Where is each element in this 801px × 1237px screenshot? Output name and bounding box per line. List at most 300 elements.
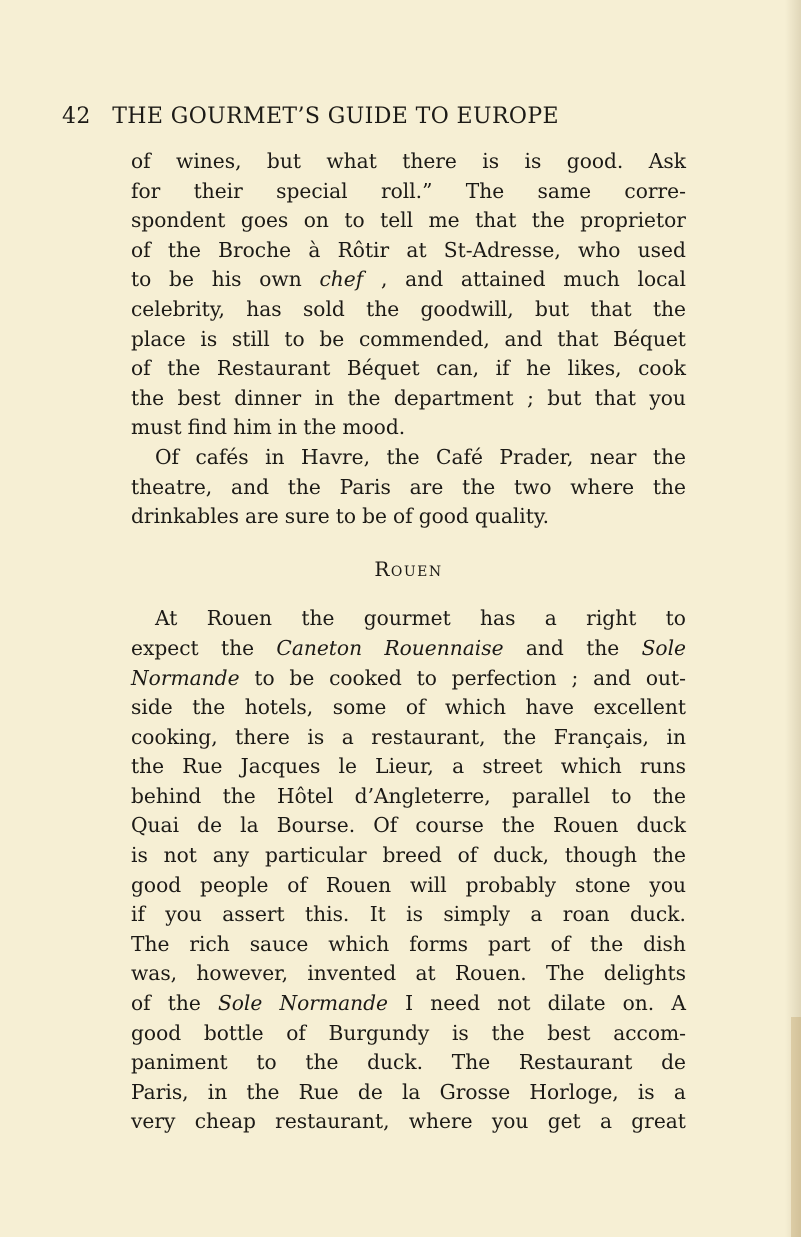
word: a [530, 902, 543, 927]
word: department [393, 385, 514, 410]
word: probably [465, 872, 557, 897]
word: gourmet [363, 606, 451, 631]
word: of [457, 843, 478, 868]
word: Bourse. [276, 813, 356, 838]
word: is [637, 1079, 655, 1104]
word: what [326, 149, 377, 173]
word: that [557, 326, 599, 351]
word: and [504, 326, 543, 351]
word: on. [622, 991, 655, 1016]
word: but [535, 296, 570, 321]
word: the [386, 444, 420, 469]
word: the [131, 385, 165, 410]
word: wines, [176, 149, 242, 173]
running-header [62, 104, 682, 129]
word: restaurant, [275, 1109, 390, 1134]
word: much [563, 267, 620, 292]
word: good [418, 504, 469, 529]
word: a [544, 606, 557, 631]
word: Sole [641, 635, 686, 660]
word: goodwill, [420, 296, 514, 321]
word: the [503, 724, 537, 749]
word: Burgundy [328, 1020, 430, 1045]
word: to [344, 208, 365, 233]
word: same [537, 178, 592, 203]
word: at [415, 961, 436, 986]
word: though [564, 843, 638, 868]
word: in [265, 444, 285, 469]
word: that [590, 296, 632, 321]
word: the [652, 474, 686, 499]
word: le [338, 754, 357, 779]
word: Hôtel [277, 783, 334, 808]
word: rich [189, 931, 230, 956]
word: place [131, 326, 186, 351]
word: St-Adresse, [443, 237, 561, 262]
word: the [491, 1020, 525, 1045]
text-line [131, 1107, 686, 1137]
word: behind [131, 783, 202, 808]
word: Jacques [240, 754, 321, 779]
word: side [131, 695, 173, 720]
word: is [451, 1020, 469, 1045]
word: Rue [182, 754, 223, 779]
page-stain [791, 1017, 801, 1237]
word: cooking, [131, 724, 218, 749]
word: good. [566, 149, 624, 173]
word: to [284, 326, 305, 351]
word: goes [240, 208, 289, 233]
word: is [406, 902, 423, 927]
text-line [131, 930, 686, 960]
word: has [246, 296, 282, 321]
word: at [406, 237, 427, 262]
word: be [362, 504, 387, 529]
word: that [594, 385, 636, 410]
word: sure [284, 504, 330, 529]
word: and [525, 635, 564, 660]
text-line [131, 959, 686, 989]
word: à [308, 237, 321, 262]
word: still [231, 326, 270, 351]
word: breed [382, 843, 442, 868]
word: Of [373, 813, 398, 838]
word: can, [436, 356, 480, 381]
word: you [165, 902, 202, 927]
word: theatre, [131, 474, 213, 499]
text-line [131, 1048, 686, 1078]
word: perfection [451, 665, 557, 690]
word: duck. [629, 902, 686, 927]
word: great [631, 1109, 686, 1134]
text-line [131, 177, 686, 207]
word: very [131, 1109, 176, 1134]
word: Rôtir [337, 237, 390, 262]
word: is [131, 843, 148, 868]
word: paniment [131, 1050, 228, 1075]
word: you [491, 1109, 529, 1134]
word: two [513, 474, 552, 499]
word: the [347, 385, 381, 410]
word: which [328, 931, 390, 956]
page-number: 42 [62, 104, 91, 129]
text-line [131, 295, 686, 325]
word: la [401, 1079, 421, 1104]
word: hotels, [244, 695, 314, 720]
word: was, [131, 961, 178, 986]
word: invented [307, 961, 397, 986]
word: accom- [613, 1020, 686, 1045]
word: A [671, 991, 686, 1016]
word: The [546, 961, 585, 986]
word: and [231, 474, 269, 499]
word: is [482, 149, 500, 173]
word: to [416, 665, 437, 690]
word: the [222, 783, 256, 808]
word: near [589, 444, 637, 469]
word: are [409, 474, 444, 499]
word: local [637, 267, 686, 292]
word: Grosse [439, 1079, 511, 1104]
word: Caneton [276, 635, 363, 660]
word: you [649, 385, 686, 410]
word: need [430, 991, 481, 1016]
word: a [452, 754, 465, 779]
text-line [131, 1078, 686, 1108]
word: be [169, 267, 194, 292]
word: course [415, 813, 484, 838]
word: Ask [648, 149, 686, 173]
word: de [197, 813, 223, 838]
word: in [207, 1079, 228, 1104]
text-line [131, 354, 686, 384]
word: but [266, 149, 301, 173]
word: own [259, 267, 302, 292]
word: proprietor [580, 208, 686, 233]
word: which [560, 754, 622, 779]
word: de [661, 1050, 686, 1075]
word: dish [643, 931, 686, 956]
text-line [131, 206, 686, 236]
word: At [155, 606, 178, 631]
text-line [131, 604, 686, 634]
word: where [408, 1109, 473, 1134]
word: celebrity, [131, 296, 225, 321]
word: have [525, 695, 574, 720]
word: Normande [131, 665, 240, 690]
word: restaurant, [371, 724, 486, 749]
word: right [586, 606, 637, 631]
word: the [131, 754, 165, 779]
word: there [402, 149, 457, 173]
word: must [131, 415, 182, 440]
word: Béquet [613, 326, 686, 351]
text-line [131, 664, 686, 694]
word: Prader, [499, 444, 574, 469]
word: Quai [131, 813, 180, 838]
word: to [665, 606, 686, 631]
word: Horloge, [529, 1079, 619, 1104]
word: duck [636, 813, 686, 838]
word: Café [436, 444, 483, 469]
word: The [465, 178, 505, 203]
text-line [131, 723, 686, 753]
word: out- [645, 665, 686, 690]
word: and [593, 665, 632, 690]
text-line [131, 900, 686, 930]
word: if [495, 356, 510, 381]
word: to [131, 267, 152, 292]
word: special [276, 178, 348, 203]
word: there [235, 724, 290, 749]
word: the [531, 208, 565, 233]
word: of [287, 872, 307, 897]
word: is [307, 724, 325, 749]
word: where [570, 474, 635, 499]
word: is [200, 326, 218, 351]
text-line [131, 325, 686, 355]
body-text [131, 147, 686, 1137]
word: this. [305, 902, 350, 927]
word: Broche [218, 237, 292, 262]
word: duck, [493, 843, 549, 868]
word: cheap [194, 1109, 256, 1134]
word: the [501, 813, 535, 838]
word: Restaurant [518, 1050, 633, 1075]
text-line [131, 871, 686, 901]
word: and [405, 267, 444, 292]
word: likes, [567, 356, 622, 381]
word: be [289, 665, 315, 690]
word: good [131, 1020, 182, 1045]
word: street [482, 754, 543, 779]
word: of [131, 237, 151, 262]
text-line [131, 473, 686, 503]
word: tell [380, 208, 414, 233]
word: forms [409, 931, 469, 956]
word: the [287, 474, 321, 499]
word: expect [131, 635, 199, 660]
word: sold [302, 296, 345, 321]
word: la [240, 813, 259, 838]
word: which [444, 695, 506, 720]
text-line [131, 693, 686, 723]
word: chef [319, 267, 364, 292]
word: will [410, 872, 447, 897]
text-line [131, 413, 686, 443]
text-line [131, 752, 686, 782]
word: roan [562, 902, 610, 927]
text-line [131, 443, 686, 473]
word: I [405, 991, 414, 1016]
word: Havre, [300, 444, 371, 469]
word: people [200, 872, 269, 897]
word: on [303, 208, 329, 233]
word: best [177, 385, 221, 410]
word: not [163, 843, 197, 868]
text-line [131, 502, 686, 532]
word: to [335, 504, 357, 529]
word: stone [574, 872, 631, 897]
word: good [131, 872, 182, 897]
word: in [277, 415, 298, 440]
word: the [167, 991, 201, 1016]
word: simply [443, 902, 511, 927]
word: excellent [593, 695, 686, 720]
word: of [286, 1020, 306, 1045]
word: the [652, 843, 686, 868]
word: quality. [474, 504, 550, 529]
word: for [131, 178, 161, 203]
word: Of [155, 444, 180, 469]
paragraph-rouen [131, 604, 686, 1137]
word: the [305, 1050, 339, 1075]
word: Rouen [325, 872, 392, 897]
word: if [131, 902, 145, 927]
word: his [211, 267, 242, 292]
word: best [547, 1020, 591, 1045]
word: assert [222, 902, 285, 927]
word: Paris [339, 474, 391, 499]
word: corre- [624, 178, 686, 203]
word: commended, [358, 326, 490, 351]
word: Normande [279, 991, 388, 1016]
word: part [487, 931, 531, 956]
text-line [131, 811, 686, 841]
word: d’Angleterre, [354, 783, 491, 808]
word: the [366, 296, 400, 321]
word: him [233, 415, 272, 440]
word: any [212, 843, 250, 868]
word: the [220, 635, 255, 660]
word: , [380, 267, 388, 292]
word: The [451, 1050, 491, 1075]
paragraph-havre-cafes [131, 443, 686, 532]
word: the [590, 931, 624, 956]
word: to [256, 1050, 277, 1075]
word: of [393, 504, 413, 529]
word: Rouen. [454, 961, 527, 986]
word: the [301, 606, 335, 631]
word: to [254, 665, 275, 690]
text-line [131, 989, 686, 1019]
word: get [547, 1109, 581, 1134]
word: the [246, 1079, 280, 1104]
word: a [341, 724, 354, 749]
word: he [526, 356, 552, 381]
word: that [475, 208, 517, 233]
word: you [649, 872, 686, 897]
word: sauce [249, 931, 309, 956]
word: dilate [547, 991, 606, 1016]
word: particular [265, 843, 367, 868]
word: be [319, 326, 345, 351]
word: Rue [298, 1079, 339, 1104]
word: of [131, 356, 151, 381]
word: me [428, 208, 460, 233]
word: Paris, [131, 1079, 189, 1104]
word: roll.” [380, 178, 433, 203]
word: duck. [367, 1050, 424, 1075]
word: a [599, 1109, 612, 1134]
word: are [245, 504, 279, 529]
text-line [131, 236, 686, 266]
word: of [550, 931, 571, 956]
word: mood. [342, 415, 406, 440]
word: ; [571, 665, 579, 690]
word: the [167, 237, 201, 262]
word: cooked [329, 665, 402, 690]
word: however, [196, 961, 289, 986]
word: It [369, 902, 386, 927]
word: Rouennaise [384, 635, 504, 660]
word: the [652, 296, 686, 321]
section-heading-rouen: Rouen [374, 556, 443, 581]
text-line [131, 147, 686, 177]
word: the [303, 415, 337, 440]
text-line [131, 634, 686, 664]
word: cafés [195, 444, 249, 469]
word: some [332, 695, 387, 720]
word: the [462, 474, 496, 499]
word: who [577, 237, 621, 262]
word: cook [638, 356, 686, 381]
word: runs [639, 754, 686, 779]
word: de [357, 1079, 383, 1104]
word: a [673, 1079, 686, 1104]
text-line [131, 265, 686, 295]
word: delights [603, 961, 686, 986]
word: Rouen [206, 606, 272, 631]
word: The [131, 931, 170, 956]
running-title: THE GOURMET’S GUIDE TO EUROPE [112, 104, 560, 129]
word: in [314, 385, 335, 410]
word: of [405, 695, 426, 720]
word: not [497, 991, 531, 1016]
word: of [131, 149, 151, 173]
word: Restaurant [216, 356, 331, 381]
word: the [652, 444, 686, 469]
word: their [193, 178, 243, 203]
word: Français, [553, 724, 649, 749]
word: find [187, 415, 228, 440]
text-line [131, 782, 686, 812]
word: bottle [203, 1020, 264, 1045]
word: has [480, 606, 516, 631]
word: dinner [234, 385, 302, 410]
paragraph-havre-restaurants [131, 147, 686, 443]
word: spondent [131, 208, 226, 233]
word: the [192, 695, 226, 720]
word: of [131, 991, 151, 1016]
word: to [611, 783, 632, 808]
text-line [131, 1019, 686, 1049]
word: drinkables [131, 504, 239, 529]
word: ; [527, 385, 534, 410]
word: attained [460, 267, 546, 292]
word: the [652, 783, 686, 808]
word: Lieur, [375, 754, 434, 779]
word: but [547, 385, 582, 410]
text-line [131, 841, 686, 871]
text-line [131, 384, 686, 414]
word: the [586, 635, 620, 660]
word: is [524, 149, 542, 173]
word: Béquet [346, 356, 420, 381]
word: Sole [217, 991, 263, 1016]
word: parallel [511, 783, 590, 808]
word: in [666, 724, 686, 749]
